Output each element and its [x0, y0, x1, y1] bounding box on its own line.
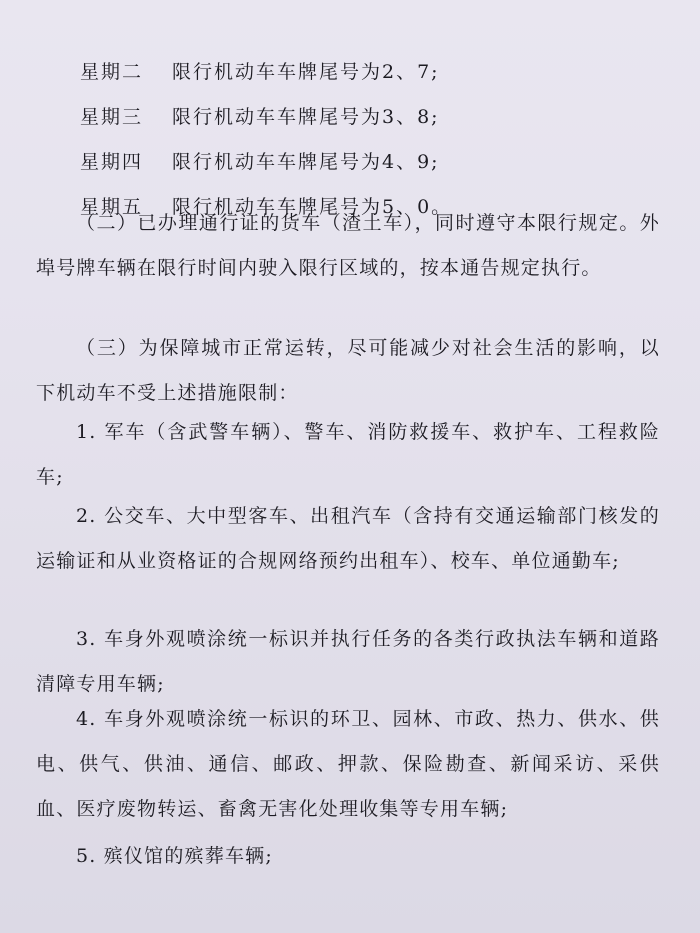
exemption-item-3: 3. 车身外观喷涂统一标识并执行任务的各类行政执法车辆和道路清障专用车辆;: [36, 628, 660, 695]
schedule-plate-rule: 限行机动车车牌尾号为4、9;: [172, 151, 440, 173]
schedule-plate-rule: 限行机动车车牌尾号为2、7;: [172, 61, 440, 83]
schedule-plate-rule: 限行机动车车牌尾号为3、8;: [172, 106, 440, 128]
paragraph-exemption-intro: （三）为保障城市正常运转，尽可能减少对社会生活的影响，以下机动车不受上述措施限制：: [36, 337, 660, 404]
schedule-day: 星期二: [80, 61, 144, 83]
exemption-item-4: 4. 车身外观喷涂统一标识的环卫、园林、市政、热力、供水、供电、供气、供油、通信、邮政、押款、保险勘查、新闻采访、采供血、医疗废物转运、畜禽无害化处理收集等专用车辆;: [36, 708, 660, 820]
exemption-item-1: 1. 军车（含武警车辆）、警车、消防救援车、救护车、工程救险车;: [36, 421, 660, 488]
schedule-day: 星期四: [80, 151, 144, 173]
paragraph-trucks: （二）已办理通行证的货车（渣土车），同时遵守本限行规定。外埠号牌车辆在限行时间内驶入限行区域的，按本通告规定执行。: [36, 212, 660, 279]
schedule-day: 星期五: [80, 196, 144, 218]
schedule-row-wednesday: [80, 101, 640, 146]
exemption-item-5: 5. 殡仪馆的殡葬车辆;: [76, 845, 273, 867]
schedule-row-thursday: [80, 146, 640, 191]
exemption-item-2: 2. 公交车、大中型客车、出租汽车（含持有交通运输部门核发的运输证和从业资格证的合规网络预约出租车）、校车、单位通勤车;: [36, 505, 660, 572]
schedule-row-tuesday: [80, 56, 640, 101]
schedule-day: 星期三: [80, 106, 144, 128]
schedule-plate-rule: 限行机动车车牌尾号为5、0。: [172, 196, 453, 218]
